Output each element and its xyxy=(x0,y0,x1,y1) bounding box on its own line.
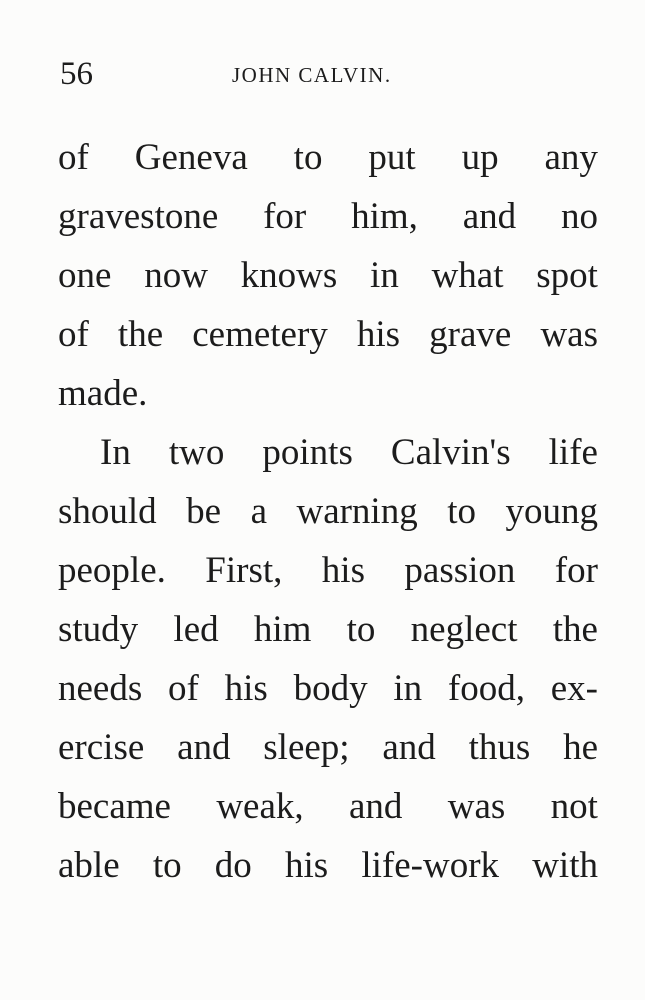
text-line xyxy=(58,541,598,600)
text-line xyxy=(58,777,598,836)
body-text xyxy=(58,128,598,895)
word: spot xyxy=(536,255,598,296)
word: his xyxy=(224,668,268,709)
word: of xyxy=(58,137,89,178)
word: weak, xyxy=(216,786,304,827)
word: a xyxy=(250,491,267,532)
word: study xyxy=(58,609,139,650)
word: and xyxy=(382,727,436,768)
word: ex- xyxy=(550,668,598,709)
running-title: JOHN CALVIN. xyxy=(232,63,392,87)
word: one xyxy=(58,255,112,296)
word: In xyxy=(100,432,131,473)
word: needs xyxy=(58,668,143,709)
word: two xyxy=(168,432,225,473)
word: to xyxy=(346,609,376,650)
word: was xyxy=(540,314,598,355)
text-line xyxy=(58,482,598,541)
word: people. xyxy=(58,550,166,591)
word: thus xyxy=(468,727,531,768)
word: him, xyxy=(351,196,418,237)
text-line xyxy=(58,600,598,659)
word: life xyxy=(548,432,598,473)
word: knows xyxy=(240,255,338,296)
word: not xyxy=(550,786,598,827)
word: of xyxy=(168,668,199,709)
word: cemetery xyxy=(192,314,328,355)
text-line xyxy=(58,423,598,482)
word: First, xyxy=(205,550,283,591)
word: and xyxy=(349,786,403,827)
word: in xyxy=(370,255,399,296)
word: passion xyxy=(404,550,516,591)
running-head xyxy=(60,52,595,96)
word: for xyxy=(554,550,598,591)
word: made. xyxy=(58,373,148,414)
word: sleep; xyxy=(263,727,350,768)
text-line xyxy=(58,718,598,777)
word: neglect xyxy=(410,609,518,650)
word: the xyxy=(117,314,164,355)
word: now xyxy=(144,255,208,296)
word: any xyxy=(544,137,598,178)
word: led xyxy=(173,609,219,650)
word: Geneva xyxy=(134,137,248,178)
word: gravestone xyxy=(58,196,219,237)
word: food, xyxy=(447,668,525,709)
word: be xyxy=(186,491,222,532)
word: became xyxy=(58,786,171,827)
word: with xyxy=(532,845,598,886)
word: the xyxy=(552,609,598,650)
word: put xyxy=(368,137,416,178)
word: in xyxy=(393,668,423,709)
word: up xyxy=(461,137,499,178)
text-line xyxy=(58,187,598,246)
word: and xyxy=(177,727,231,768)
word: young xyxy=(505,491,598,532)
word: grave xyxy=(429,314,512,355)
word: his xyxy=(356,314,401,355)
word: do xyxy=(214,845,252,886)
text-line xyxy=(58,659,598,718)
word: to xyxy=(447,491,476,532)
word: points xyxy=(262,432,353,473)
word: he xyxy=(563,727,598,768)
word: his xyxy=(284,845,329,886)
word: was xyxy=(447,786,506,827)
page-number: 56 xyxy=(60,56,93,92)
word: and xyxy=(462,196,517,237)
word: ercise xyxy=(58,727,145,768)
text-line xyxy=(58,364,598,423)
text-line xyxy=(58,128,598,187)
word: life-work xyxy=(361,845,500,886)
word: of xyxy=(58,314,89,355)
word: Calvin's xyxy=(390,432,511,473)
word: to xyxy=(152,845,182,886)
text-line xyxy=(58,305,598,364)
text-line xyxy=(58,836,598,895)
word: what xyxy=(431,255,504,296)
word: to xyxy=(293,137,323,178)
word: him xyxy=(253,609,312,650)
paragraph xyxy=(58,128,598,423)
paragraph xyxy=(58,423,598,895)
word: his xyxy=(321,550,365,591)
word: for xyxy=(263,196,307,237)
word: able xyxy=(58,845,120,886)
word: no xyxy=(561,196,598,237)
text-line xyxy=(58,246,598,305)
word: warning xyxy=(296,491,418,532)
word: should xyxy=(58,491,157,532)
word: body xyxy=(293,668,368,709)
